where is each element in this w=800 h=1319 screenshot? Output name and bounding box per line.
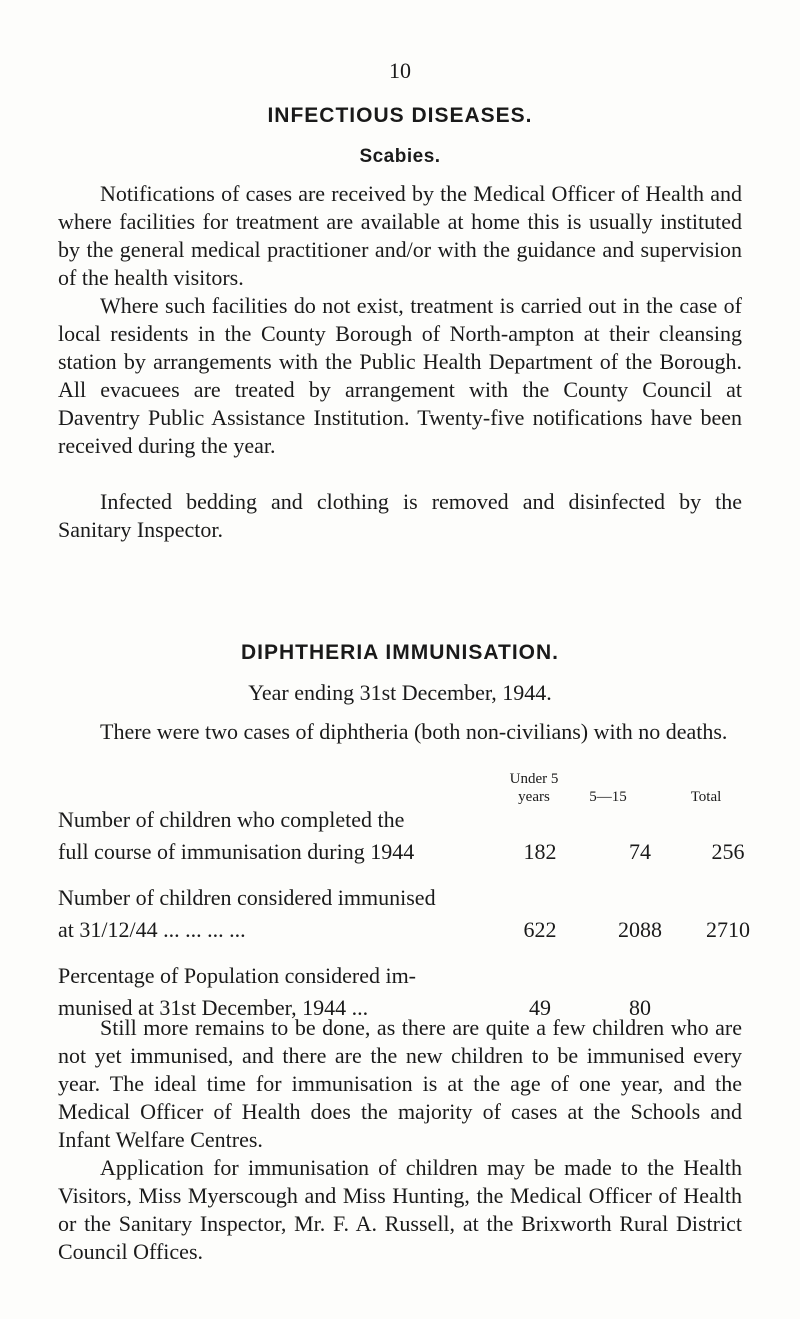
- column-header-total: Total: [690, 789, 722, 805]
- section-title-infectious-diseases: INFECTIOUS DISEASES.: [267, 104, 533, 127]
- table-cell-percentage-under5: 49: [529, 995, 551, 1020]
- year-ending-line: Year ending 31st December, 1944.: [248, 680, 552, 705]
- table-cell-completed-under5: 182: [523, 839, 557, 864]
- column-header-5-15: 5—15: [589, 789, 627, 805]
- diphtheria-intro-paragraph: There were two cases of diphtheria (both non-civilians) with no deaths.: [100, 719, 728, 744]
- row-label-completed-line2: full course of immunisation during 1944: [58, 839, 415, 864]
- column-header-under-5: [494, 770, 574, 806]
- row-label-immunised-line1: Number of children considered immunised: [58, 885, 436, 910]
- subsection-title-scabies: Scabies.: [359, 146, 441, 167]
- table-cell-completed-total: 256: [711, 839, 745, 864]
- row-label-percentage-line2: munised at 31st December, 1944 ...: [58, 995, 369, 1020]
- scabies-paragraph-treatment: Where such facilities do not exist, treatment is carried out in the case of local residents in the County Borough of North-ampton at their cleansing station by arrangements with the Public Health Department of the Borough. All evacuees are treated by arrangement with the County Council at Daventry Public Assistance Institution. Twenty-five notifications have been received during the year.: [58, 293, 742, 458]
- column-header-under-5-line1: Under 5: [509, 771, 559, 787]
- table-cell-immunised-5-15: 2088: [618, 917, 662, 942]
- immunisation-table: [58, 770, 750, 1020]
- scabies-paragraph-disinfection: Infected bedding and clothing is removed and disinfected by the Sanitary Inspector.: [58, 489, 742, 542]
- row-label-immunised-line2: at 31/12/44 ... ... ... ...: [58, 917, 246, 942]
- table-cell-immunised-under5: 622: [523, 917, 557, 942]
- immunisation-application-paragraph: Application for immunisation of children may be made to the Health Visitors, Miss Myerscough and Miss Hunting, the Medical Officer of Health or the Sanitary Inspector, Mr. F. A. Russell, at the Brixworth Rural District Council Offices.: [58, 1155, 742, 1264]
- immunisation-remains-paragraph: Still more remains to be done, as there are quite a few children who are not yet immunised, and there are the new children to be immunised every year. The ideal time for immunisation is at the age of one year, and the Medical Officer of Health does the majority of cases at the Schools and Infant Welfare Centres.: [58, 1015, 742, 1152]
- row-label-percentage-line1: Percentage of Population considered im-: [58, 963, 417, 988]
- section-title-diphtheria-immunisation: DIPHTHERIA IMMUNISATION.: [241, 641, 559, 664]
- column-header-under-5-line2: years: [518, 789, 550, 805]
- row-label-completed-line1: Number of children who completed the: [58, 807, 405, 832]
- scabies-paragraph-notifications: Notifications of cases are received by the Medical Officer of Health and where facilities for treatment are available at home this is usually instituted by the general medical practitioner and/or with the guidance and supervision of the health visitors.: [58, 181, 742, 290]
- table-cell-immunised-total: 2710: [706, 917, 750, 942]
- table-cell-percentage-5-15: 80: [629, 995, 651, 1020]
- page-number: 10: [389, 58, 411, 83]
- table-cell-completed-5-15: 74: [629, 839, 651, 864]
